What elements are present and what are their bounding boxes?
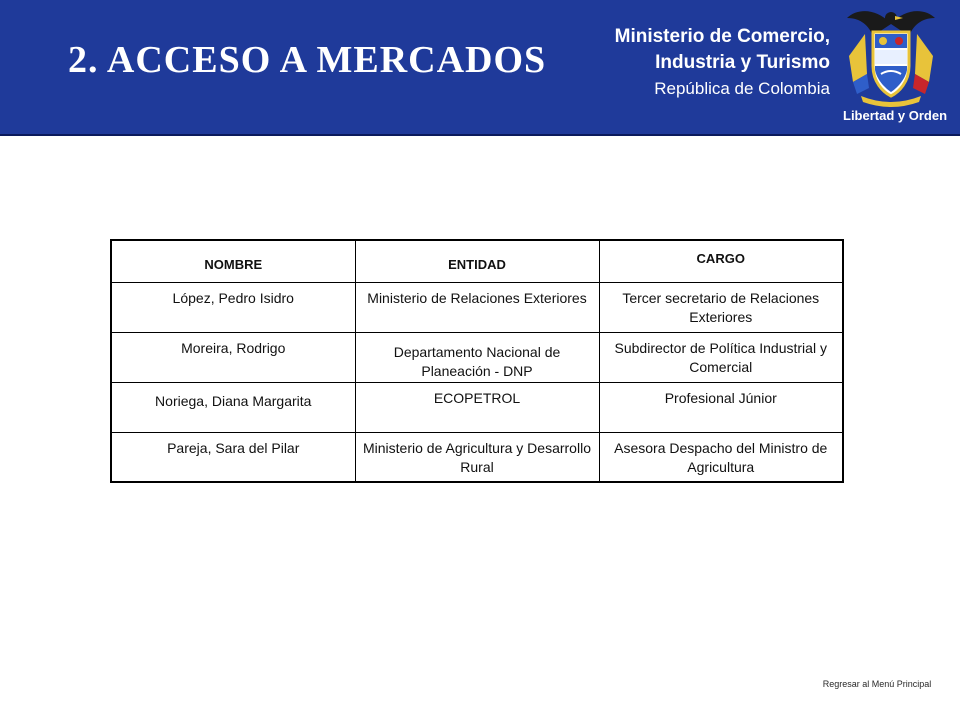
- back-to-menu-link[interactable]: Regresar al Menú Principal: [822, 679, 932, 689]
- slide-title: 2. ACCESO A MERCADOS: [68, 39, 547, 81]
- cell-nombre: Moreira, Rodrigo: [111, 332, 355, 382]
- cell-cargo: Asesora Despacho del Ministro de Agricultura: [599, 432, 843, 482]
- ministry-line-1: Ministerio de Comercio,: [614, 26, 830, 47]
- cell-nombre: Noriega, Diana Margarita: [111, 382, 355, 432]
- table-row: [111, 382, 843, 432]
- cell-entidad: Ministerio de Agricultura y Desarrollo Rural: [355, 432, 599, 482]
- coat-of-arms-icon: [843, 4, 948, 130]
- crest-motto: Libertad y Orden: [843, 108, 948, 123]
- column-header-entidad: ENTIDAD: [355, 240, 599, 282]
- cell-cargo: Subdirector de Política Industrial y Comercial: [599, 332, 843, 382]
- table-header-row: [111, 240, 843, 282]
- cell-entidad: ECOPETROL: [355, 382, 599, 432]
- ministry-line-2: Industria y Turismo: [655, 52, 830, 73]
- cell-nombre: López, Pedro Isidro: [111, 282, 355, 332]
- cell-entidad: Ministerio de Relaciones Exteriores: [355, 282, 599, 332]
- cell-nombre: Pareja, Sara del Pilar: [111, 432, 355, 482]
- cell-cargo: Tercer secretario de Relaciones Exteriores: [599, 282, 843, 332]
- table-row: [111, 282, 843, 332]
- column-header-nombre: NOMBRE: [111, 240, 355, 282]
- ministry-line-3: República de Colombia: [654, 79, 830, 98]
- column-header-cargo: CARGO: [599, 240, 843, 282]
- table-row: [111, 432, 843, 482]
- cell-entidad: Departamento Nacional de Planeación - DNP: [355, 332, 599, 382]
- table-row: [111, 332, 843, 382]
- cell-cargo: Profesional Júnior: [599, 382, 843, 432]
- officials-table: [110, 239, 844, 483]
- header-banner: [0, 0, 960, 136]
- ministry-name: [615, 24, 830, 102]
